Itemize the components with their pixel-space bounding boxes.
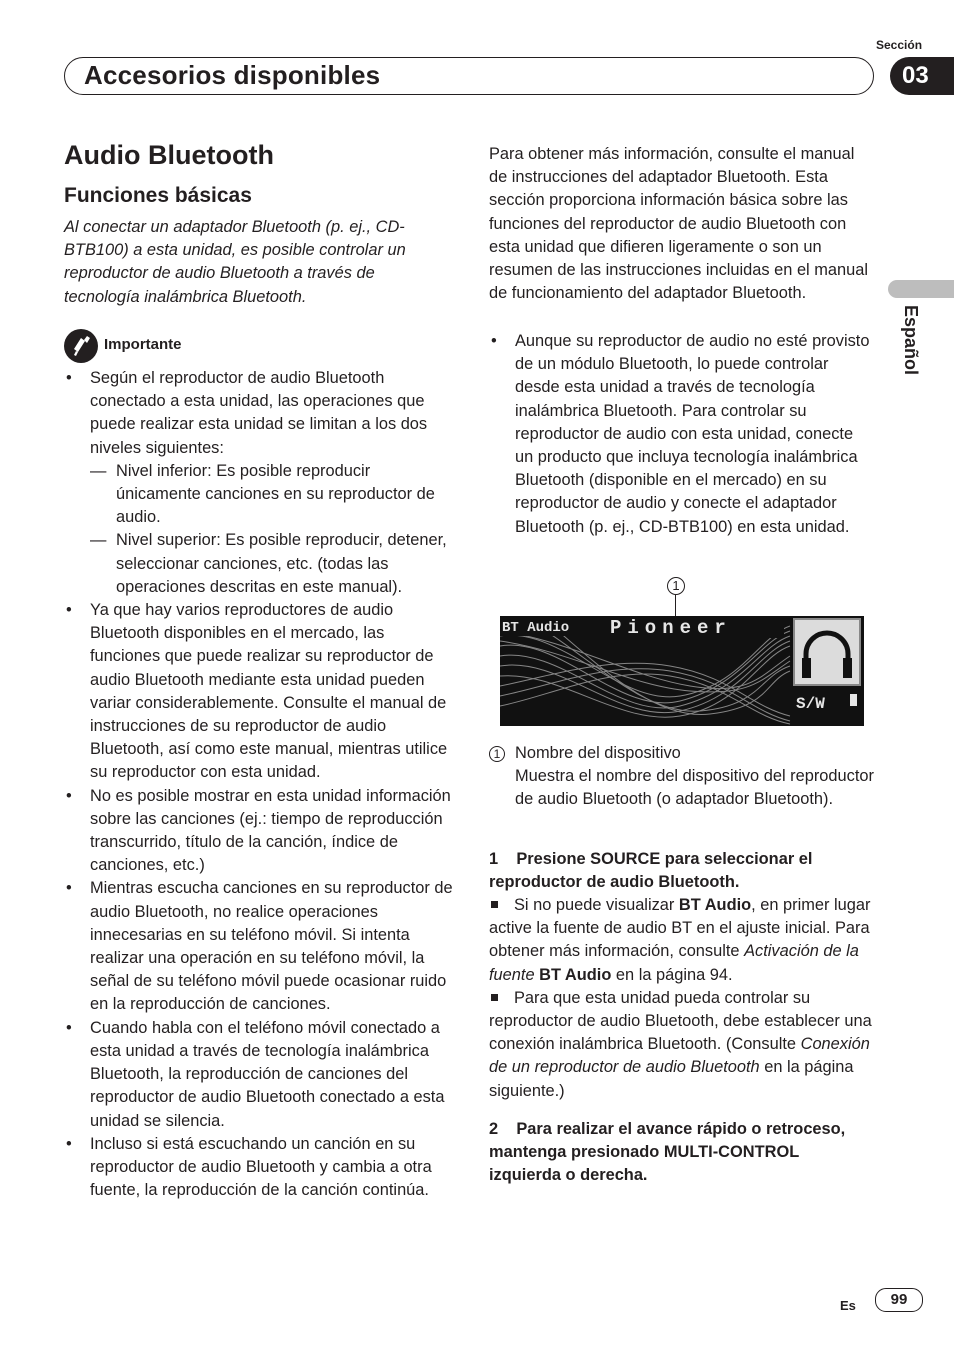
language-tab-marker [888,280,954,298]
step-1 [489,848,875,894]
list-item: • Mientras escucha canciones en su reproductor de audio Bluetooth, no realice operaciones innecesarias en su teléfono móvil. Si intenta realizar una operación en su teléfono móvil, la señal de su teléfono móvil puede ocasionar ruido en la reproducción de canciones. [64,877,456,1016]
display-waves [500,616,864,726]
chapter-title: Accesorios disponibles [84,60,381,90]
callout-number: 1 [667,577,685,595]
display-legend [489,742,875,812]
list-item: • Ya que hay varios reproductores de audio Bluetooth disponibles en el mercado, las funciones que puede realizar su reproductor de audio Bluetooth mediante esta unidad pueden variar considerablemente. Consulte el manual de instrucciones de su reproductor de audio Bluetooth, así como este manual, mientras utilice su reproductor con esta unidad. [64,599,456,785]
language-code: Es [840,1298,856,1313]
display-device-name: Pioneer [610,617,732,639]
step-number: 2 [489,1120,499,1138]
step-1-notes [489,894,875,1103]
list-item: • No es posible mostrar en esta unidad información sobre las canciones (ej.: tiempo de reproducción transcurrido, título de la canción, índice de canciones, etc.) [64,785,456,878]
legend-title: Nombre del dispositivo [515,744,681,762]
list-item: — Nivel inferior: Es posible reproducir únicamente canciones en su reproductor de audio. [90,460,456,530]
legend-description: Muestra el nombre del dispositivo del reproductor de audio Bluetooth (o adaptador Bluetooth). [515,767,874,809]
list-item: • Incluso si está escuchando un canción en su reproductor de audio Bluetooth y cambia a otra fuente, la reproducción de la canción continúa. [64,1133,456,1203]
step-2 [489,1118,875,1188]
list-item: • Aunque su reproductor de audio no esté provisto de un módulo Bluetooth, lo puede controlar desde esta unidad a través de tecnología inalámbrica Bluetooth. Para controlar su reproductor de audio con esta unidad, conecte un producto que incluya tecnología inalámbrica Bluetooth (disponible en el mercado) en su reproductor de audio y conecte el adaptador Bluetooth (p. ej., CD-BTB100) en esta unidad. [489,330,875,539]
step-number: 1 [489,850,499,868]
list-item: • Según el reproductor de audio Bluetooth conectado a esta unidad, las operaciones que puede realizar esta unidad se limitan a los dos niveles siguientes: — Nivel inferior: Es posible reproducir únicamente canciones en su reproductor de audio. — Nivel superior: Es posible reproducir, detener, seleccionar canciones, etc. (todas las operaciones descritas en este manual). [64,367,456,599]
section-number-badge: 03 [890,57,954,95]
step-text: Presione SOURCE para seleccionar el reproductor de audio Bluetooth. [489,850,813,892]
important-icon [64,329,98,363]
display-sw-label: S/W [796,695,825,713]
page-number: 99 [875,1288,923,1312]
display-illustration [500,616,864,726]
page-title: Audio Bluetooth [64,140,274,170]
right-bullet [489,330,875,539]
note-item: Si no puede visualizar BT Audio, en primer lugar active la fuente de audio BT en el ajuste inicial. Para obtener más información, consulte Activación de la fuente BT Audio en la página 94. [489,896,871,984]
step-text: Para realizar el avance rápido o retroceso, mantenga presionado MULTI-CONTROL izquierda o derecha. [489,1120,846,1185]
subsection-title: Funciones básicas [64,184,252,207]
intro-paragraph: Al conectar un adaptador Bluetooth (p. ej., CD-BTB100) a esta unidad, es posible controlar un reproductor de audio Bluetooth a través de tecnología inalámbrica Bluetooth. [64,218,406,306]
note-item: Para que esta unidad pueda controlar su reproductor de audio Bluetooth, debe establecer una conexión inalámbrica Bluetooth. (Consulte Conexión de un reproductor de audio Bluetooth en la página siguiente.) [489,988,872,1100]
important-label: Importante [104,336,182,353]
legend-number: 1 [489,746,505,762]
phone-icon [850,694,857,706]
language-tab-label: Español [901,305,921,376]
display-source-text: BT Audio [502,620,570,636]
important-list [64,367,456,1202]
section-label: Sección [876,38,923,52]
list-item: — Nivel superior: Es posible reproducir, detener, seleccionar canciones, etc. (todas las operaciones descritas en este manual). [90,529,456,599]
list-item: • Cuando habla con el teléfono móvil conectado a esta unidad a través de tecnología inalámbrica Bluetooth, la reproducción de canciones del reproductor de audio Bluetooth conectado a esta unidad se silencia. [64,1017,456,1133]
right-intro-paragraph: Para obtener más información, consulte el manual de instrucciones del adaptador Bluetooth. Esta sección proporciona información básica sobre las funciones del reproductor de audio Bluetooth con esta unidad que difieren ligeramente o son un resumen de las instrucciones incluidas en el manual de funcionamiento del adaptador Bluetooth. [489,145,869,303]
